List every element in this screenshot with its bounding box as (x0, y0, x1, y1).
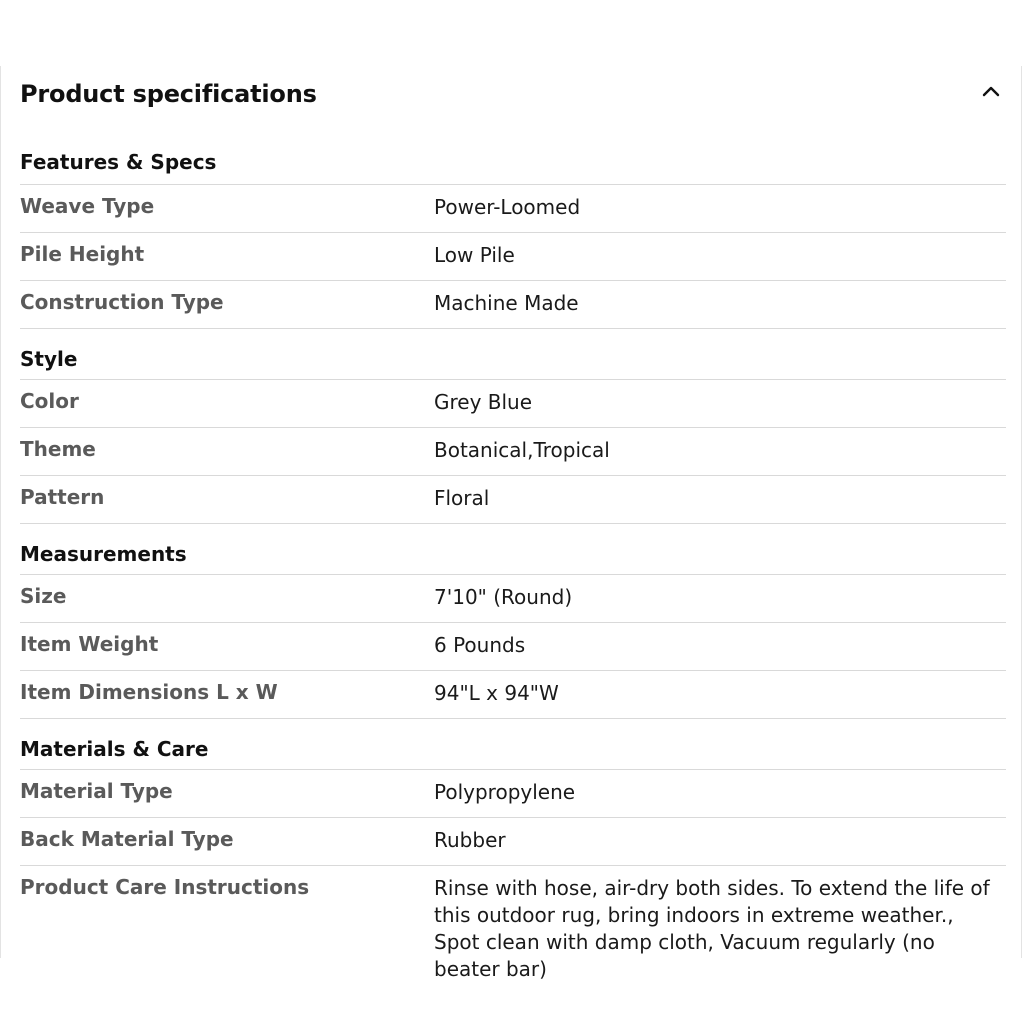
spec-row (20, 818, 1006, 866)
section-features-specs (20, 136, 1006, 329)
spec-row (20, 623, 1006, 671)
panel-header[interactable] (20, 66, 1002, 124)
spec-value: 94"L x 94"W (434, 681, 559, 705)
spec-row (20, 575, 1006, 623)
section-title: Measurements (20, 524, 1006, 575)
spec-name: Pattern (20, 485, 105, 509)
spec-name: Color (20, 389, 79, 413)
spec-row (20, 770, 1006, 818)
spec-row (20, 380, 1006, 428)
specs-table (20, 136, 1006, 981)
spec-row (20, 476, 1006, 524)
spec-value: Polypropylene (434, 780, 576, 804)
spec-value: Low Pile (434, 243, 515, 267)
spec-value: 7'10" (Round) (434, 585, 573, 609)
section-title: Materials & Care (20, 719, 1006, 770)
spec-value: Power-Loomed (434, 195, 581, 219)
section-title: Features & Specs (20, 136, 1006, 185)
chevron-up-icon (978, 78, 1004, 104)
spec-row (20, 281, 1006, 329)
spec-value: Floral (434, 486, 490, 510)
section-materials-care (20, 719, 1006, 981)
spec-value: Rinse with hose, air-dry both sides. To extend the life of this outdoor rug, bring indoors in extreme weather., Spot clean with damp cloth, Vacuum regularly (no beater bar) (434, 876, 990, 981)
spec-name: Product Care Instructions (20, 875, 310, 899)
spec-name: Size (20, 584, 67, 608)
spec-row (20, 671, 1006, 719)
spec-name: Back Material Type (20, 827, 234, 851)
spec-value: Machine Made (434, 291, 579, 315)
spec-name: Pile Height (20, 242, 145, 266)
section-title: Style (20, 329, 1006, 380)
collapse-button[interactable] (978, 78, 1004, 104)
panel-title: Product specifications (20, 80, 317, 108)
section-measurements (20, 524, 1006, 719)
spec-value: Rubber (434, 828, 506, 852)
spec-row (20, 185, 1006, 233)
spec-value: Grey Blue (434, 390, 533, 414)
spec-row (20, 233, 1006, 281)
spec-name: Theme (20, 437, 96, 461)
spec-value: 6 Pounds (434, 633, 526, 657)
spec-name: Weave Type (20, 194, 155, 218)
spec-name: Item Weight (20, 632, 159, 656)
spec-value: Botanical,Tropical (434, 438, 610, 462)
spec-name: Material Type (20, 779, 173, 803)
product-specifications-panel (0, 66, 1022, 981)
section-style (20, 329, 1006, 524)
spec-name: Item Dimensions L x W (20, 680, 278, 704)
spec-name: Construction Type (20, 290, 224, 314)
spec-row (20, 428, 1006, 476)
spec-row (20, 866, 1006, 981)
